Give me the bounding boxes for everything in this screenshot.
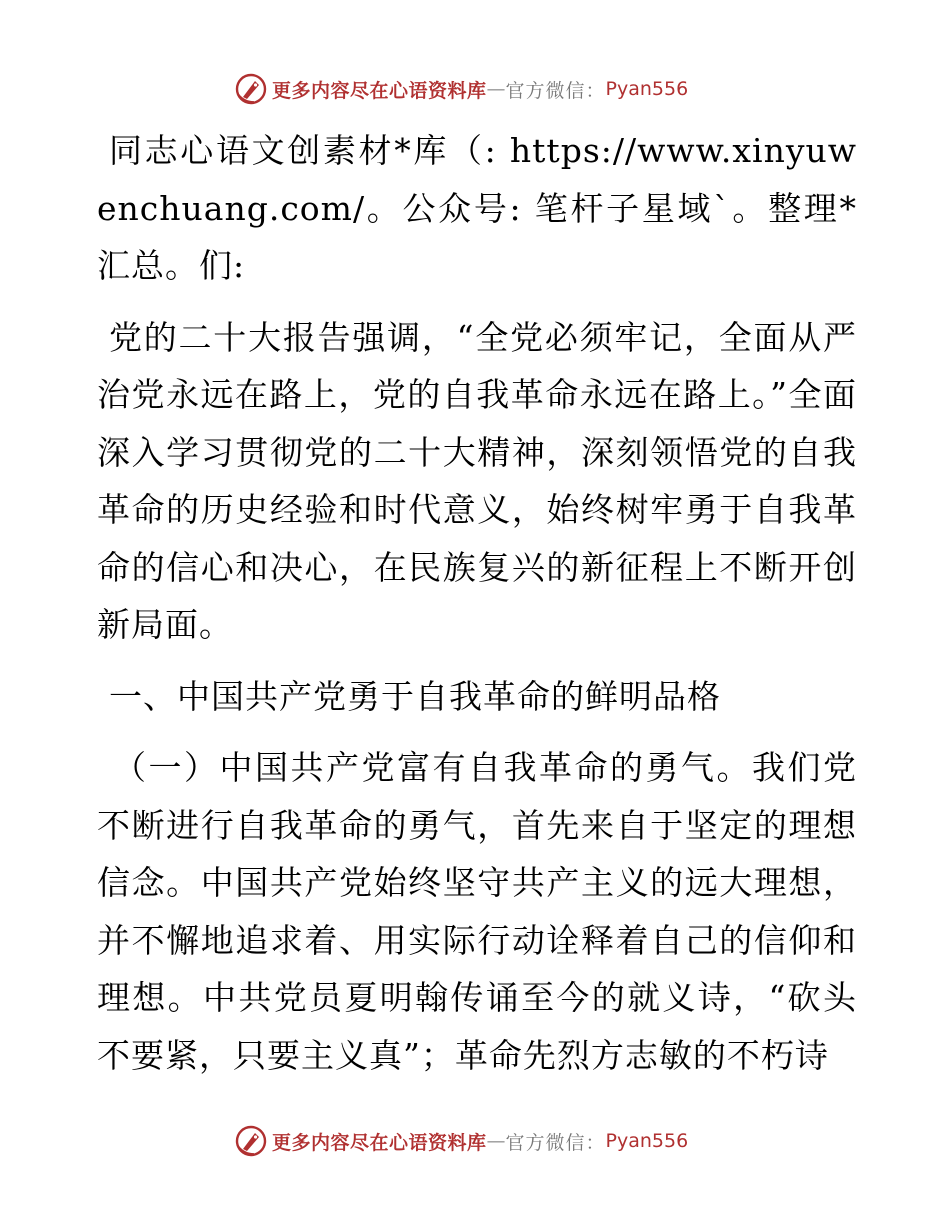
footer-watermark	[234, 1124, 688, 1158]
intro-paragraph: 同志心语文创素材*库（: https://www.xinyuwenchuang.com/。公众号: 笔杆子星域`。整理*汇总。们:	[97, 131, 857, 285]
watermark-dash: —	[486, 78, 506, 100]
watermark-official-label: 官方微信：	[505, 1131, 606, 1154]
body-paragraph: 党的二十大报告强调，“全党必须牢记，全面从严治党永远在路上，党的自我革命永远在路上。”全面深入学习贯彻党的二十大精神，深刻领悟党的自我革命的历史经验和时代意义，始终树牢勇于自我革命的信心和决心，在民族复兴的新征程上不断开创新局面。	[97, 317, 857, 644]
watermark-wechat-id: Pyan556	[605, 78, 689, 100]
watermark-dash: —	[486, 1130, 506, 1152]
document-body	[97, 122, 857, 1084]
watermark-brand: 更多内容尽在心语资料库	[272, 79, 487, 102]
watermark-brand: 更多内容尽在心语资料库	[272, 1131, 487, 1154]
subsection-paragraph: （一）中国共产党富有自我革命的勇气。我们党不断进行自我革命的勇气，首先来自于坚定的理想信念。中国共产党始终坚守共产主义的远大理想，并不懈地追求着、用实际行动诠释着自己的信仰和理想。中共党员夏明翰传诵至今的就义诗，“砍头不要紧，只要主义真”；革命先烈方志敏的不朽诗	[97, 748, 857, 1075]
section-heading: 一、中国共产党勇于自我革命的鲜明品格	[109, 676, 721, 716]
pen-nib-logo-icon	[234, 1124, 268, 1158]
watermark-wechat-id: Pyan556	[605, 1130, 689, 1152]
watermark-official-label: 官方微信：	[505, 79, 606, 102]
header-watermark	[234, 72, 688, 106]
pen-nib-logo-icon	[234, 72, 268, 106]
